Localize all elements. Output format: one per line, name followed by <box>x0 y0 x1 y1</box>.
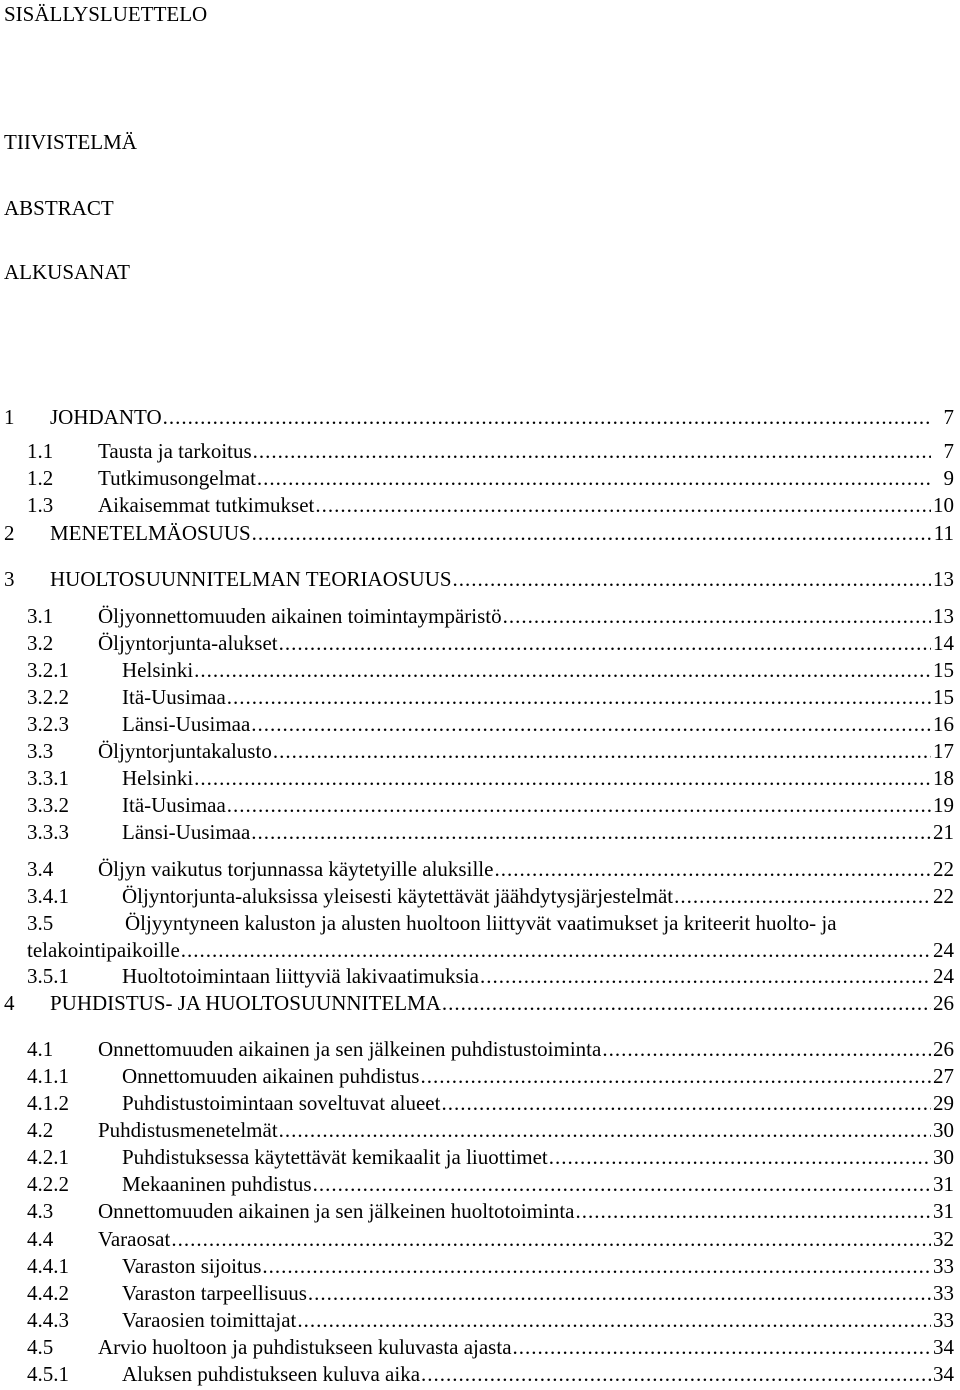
toc-entry-number: 3.2.2 <box>27 685 69 709</box>
toc-entry <box>0 1118 960 1142</box>
toc-entry <box>0 1037 960 1061</box>
toc-entry <box>0 739 960 763</box>
toc-entry-title: Aikaisemmat tutkimukset <box>98 493 315 517</box>
toc-entry-number: 4.4.2 <box>27 1281 69 1305</box>
toc-leader-dots <box>420 1064 931 1088</box>
toc-entry-title: Varaosat <box>98 1227 171 1251</box>
toc-entry-page: 31 <box>933 1172 954 1196</box>
toc-entry-page: 13 <box>933 604 954 628</box>
toc-leader-dots <box>252 521 931 545</box>
toc-leader-dots <box>602 1037 931 1061</box>
toc-entry-page: 34 <box>933 1362 954 1386</box>
toc-entry <box>0 658 960 682</box>
toc-entry-title: Arvio huoltoon ja puhdistukseen kuluvasta ajasta <box>98 1335 512 1359</box>
toc-entry-title: Öljyyntyneen kaluston ja alusten huoltoon liittyvät vaatimukset ja kriteerit huolto- ja <box>125 911 837 935</box>
toc-entry-number: 4.3 <box>27 1199 54 1223</box>
toc-leader-dots <box>227 793 931 817</box>
toc-leader-dots <box>315 493 931 517</box>
toc-entry-number: 3.4 <box>27 857 54 881</box>
toc-entry-page: 33 <box>933 1281 954 1305</box>
toc-entry-continuation <box>0 938 960 962</box>
toc-entry-number: 4.1.1 <box>27 1064 69 1088</box>
toc-leader-dots <box>181 938 931 962</box>
toc-entry <box>0 1281 960 1305</box>
toc-entry-page: 19 <box>933 793 954 817</box>
toc-entry-page: 14 <box>933 631 954 655</box>
toc-leader-dots <box>575 1199 931 1223</box>
toc-entry-title: Itä-Uusimaa <box>122 685 226 709</box>
toc-entry <box>0 685 960 709</box>
toc-leader-dots <box>674 884 931 908</box>
toc-entry <box>0 793 960 817</box>
toc-entry-title: Itä-Uusimaa <box>122 793 226 817</box>
toc-entry <box>0 766 960 790</box>
toc-entry-page: 26 <box>933 991 954 1015</box>
toc-entry-number: 4.2 <box>27 1118 54 1142</box>
toc-entry <box>0 405 960 429</box>
toc-leader-dots <box>279 1118 931 1142</box>
toc-entry-page: 11 <box>933 521 954 545</box>
toc-entry <box>0 964 960 988</box>
toc-leader-dots <box>251 712 931 736</box>
toc-entry-number: 4 <box>4 991 15 1015</box>
toc-entry-number: 3.5 <box>27 911 54 935</box>
toc-entry-number: 4.5 <box>27 1335 54 1359</box>
abstract-en-heading: ABSTRACT <box>4 196 114 220</box>
toc-entry-title: Puhdistustoimintaan soveltuvat alueet <box>122 1091 441 1115</box>
toc-leader-dots <box>194 658 931 682</box>
toc-entry-page: 10 <box>933 493 954 517</box>
toc-entry-title-continued: telakointipaikoille <box>27 938 180 962</box>
toc-leader-dots <box>163 405 931 429</box>
toc-entry-title: Öljyn vaikutus torjunnassa käytetyille aluksille <box>98 857 494 881</box>
toc-entry-title: Länsi-Uusimaa <box>122 820 251 844</box>
toc-entry-page: 29 <box>933 1091 954 1115</box>
toc-entry-title: Öljyntorjunta-aluksissa yleisesti käytettävät jäähdytysjärjestelmät <box>122 884 674 908</box>
toc-entry-title: Mekaaninen puhdistus <box>122 1172 312 1196</box>
toc-entry-title: Varaston sijoitus <box>122 1254 262 1278</box>
toc-entry <box>0 604 960 628</box>
toc-entry <box>0 712 960 736</box>
toc-leader-dots <box>313 1172 931 1196</box>
toc-entry-page: 26 <box>933 1037 954 1061</box>
toc-entry-page: 32 <box>933 1227 954 1251</box>
toc-entry <box>0 631 960 655</box>
toc-entry-page: 22 <box>933 884 954 908</box>
preface-heading: ALKUSANAT <box>4 260 130 284</box>
toc-entry-title: Varaosien toimittajat <box>122 1308 297 1332</box>
toc-leader-dots <box>549 1145 931 1169</box>
toc-entry-number: 4.1 <box>27 1037 54 1061</box>
toc-leader-dots <box>513 1335 931 1359</box>
toc-entry-number: 1.3 <box>27 493 54 517</box>
toc-entry-number: 3.3.3 <box>27 820 69 844</box>
toc-entry <box>0 1064 960 1088</box>
toc-entry-page: 24 <box>933 938 954 962</box>
toc-entry-page: 24 <box>933 964 954 988</box>
toc-entry-page: 30 <box>933 1145 954 1169</box>
toc-entry-title: Länsi-Uusimaa <box>122 712 251 736</box>
toc-leader-dots <box>194 766 931 790</box>
toc-entry-title: Aluksen puhdistukseen kuluva aika <box>122 1362 421 1386</box>
toc-entry-number: 3.2.1 <box>27 658 69 682</box>
toc-leader-dots <box>171 1227 931 1251</box>
toc-entry-title: Helsinki <box>122 766 194 790</box>
toc-entry-number: 4.2.1 <box>27 1145 69 1169</box>
toc-entry-title: JOHDANTO <box>50 405 162 429</box>
toc-entry-number: 3.4.1 <box>27 884 69 908</box>
toc-leader-dots <box>262 1254 931 1278</box>
toc-entry-number: 4.4 <box>27 1227 54 1251</box>
toc-entry-number: 1 <box>4 405 15 429</box>
toc-entry-page: 7 <box>943 439 954 463</box>
toc-leader-dots <box>297 1308 931 1332</box>
toc-entry-page: 27 <box>933 1064 954 1088</box>
toc-entry <box>0 567 960 591</box>
toc-entry-title: PUHDISTUS- JA HUOLTOSUUNNITELMA <box>50 991 441 1015</box>
toc-entry <box>0 1145 960 1169</box>
toc-entry <box>0 884 960 908</box>
toc-entry-title: Onnettomuuden aikainen puhdistus <box>122 1064 420 1088</box>
toc-entry-number: 3.2.3 <box>27 712 69 736</box>
toc-entry-page: 22 <box>933 857 954 881</box>
toc-entry-number: 3.3.1 <box>27 766 69 790</box>
toc-entry-number: 1.1 <box>27 439 54 463</box>
toc-entry <box>0 1091 960 1115</box>
toc-entry-number: 4.2.2 <box>27 1172 69 1196</box>
toc-entry-number: 3.3 <box>27 739 54 763</box>
toc-entry-title: Onnettomuuden aikainen ja sen jälkeinen huoltotoiminta <box>98 1199 575 1223</box>
toc-entry-page: 15 <box>933 685 954 709</box>
toc-entry-number: 2 <box>4 521 15 545</box>
toc-entry-page: 13 <box>933 567 954 591</box>
toc-entry-page: 15 <box>933 658 954 682</box>
toc-entry-title: Puhdistuksessa käytettävät kemikaalit ja liuottimet <box>122 1145 548 1169</box>
toc-entry-page: 33 <box>933 1254 954 1278</box>
toc-entry-number: 3.2 <box>27 631 54 655</box>
toc-leader-dots <box>273 739 931 763</box>
toc-entry-number: 4.5.1 <box>27 1362 69 1386</box>
toc-leader-dots <box>494 857 931 881</box>
toc-entry <box>0 1335 960 1359</box>
toc-entry-page: 16 <box>933 712 954 736</box>
toc-entry-title: Tausta ja tarkoitus <box>98 439 252 463</box>
toc-leader-dots <box>251 820 931 844</box>
toc-entry-title: HUOLTOSUUNNITELMAN TEORIAOSUUS <box>50 567 452 591</box>
toc-entry-page: 33 <box>933 1308 954 1332</box>
toc-leader-dots <box>253 439 931 463</box>
toc-entry-page: 34 <box>933 1335 954 1359</box>
toc-entry-page: 31 <box>933 1199 954 1223</box>
toc-leader-dots <box>227 685 931 709</box>
toc-entry-title: Tutkimusongelmat <box>98 466 256 490</box>
toc-entry-page: 18 <box>933 766 954 790</box>
toc-entry-title: Onnettomuuden aikainen ja sen jälkeinen puhdistustoiminta <box>98 1037 602 1061</box>
toc-leader-dots <box>442 991 931 1015</box>
toc-entry-number: 3 <box>4 567 15 591</box>
toc-entry <box>0 1227 960 1251</box>
toc-entry-number: 4.1.2 <box>27 1091 69 1115</box>
toc-entry-title: MENETELMÄOSUUS <box>50 521 251 545</box>
toc-entry-title: Varaston tarpeellisuus <box>122 1281 307 1305</box>
toc-entry-title: Huoltotoimintaan liittyviä lakivaatimuksia <box>122 964 479 988</box>
toc-entry-title: Puhdistusmenetelmät <box>98 1118 278 1142</box>
contents-heading: SISÄLLYSLUETTELO <box>4 2 208 26</box>
toc-entry <box>0 1254 960 1278</box>
toc-entry <box>0 521 960 545</box>
toc-entry-title: Öljyntorjunta-alukset <box>98 631 278 655</box>
toc-entry-number: 3.3.2 <box>27 793 69 817</box>
toc-entry-page: 30 <box>933 1118 954 1142</box>
toc-entry-number: 4.4.3 <box>27 1308 69 1332</box>
toc-entry-title: Öljyntorjuntakalusto <box>98 739 272 763</box>
toc-entry <box>0 820 960 844</box>
toc-entry <box>0 991 960 1015</box>
toc-entry-page: 9 <box>943 466 954 490</box>
abstract-fi-heading: TIIVISTELMÄ <box>4 130 137 154</box>
toc-entry-page: 7 <box>943 405 954 429</box>
toc-leader-dots <box>480 964 931 988</box>
toc-entry-number: 3.5.1 <box>27 964 69 988</box>
toc-entry <box>0 1172 960 1196</box>
toc-entry-title: Öljyonnettomuuden aikainen toimintaympäristö <box>98 604 502 628</box>
toc-leader-dots <box>441 1091 931 1115</box>
toc-leader-dots <box>257 466 931 490</box>
toc-entry <box>0 1308 960 1332</box>
toc-entry <box>0 493 960 517</box>
toc-entry <box>0 1199 960 1223</box>
toc-entry-number: 1.2 <box>27 466 54 490</box>
toc-entry <box>0 1362 960 1386</box>
toc-entry <box>0 439 960 463</box>
toc-leader-dots <box>308 1281 931 1305</box>
toc-leader-dots <box>503 604 931 628</box>
toc-entry-title: Helsinki <box>122 658 194 682</box>
toc-leader-dots <box>421 1362 931 1386</box>
toc-leader-dots <box>279 631 931 655</box>
toc-entry <box>0 857 960 881</box>
toc-entry-number: 4.4.1 <box>27 1254 69 1278</box>
toc-leader-dots <box>453 567 931 591</box>
toc-entry-page: 17 <box>933 739 954 763</box>
toc-entry-page: 21 <box>933 820 954 844</box>
toc-entry-number: 3.1 <box>27 604 54 628</box>
toc-entry <box>0 466 960 490</box>
